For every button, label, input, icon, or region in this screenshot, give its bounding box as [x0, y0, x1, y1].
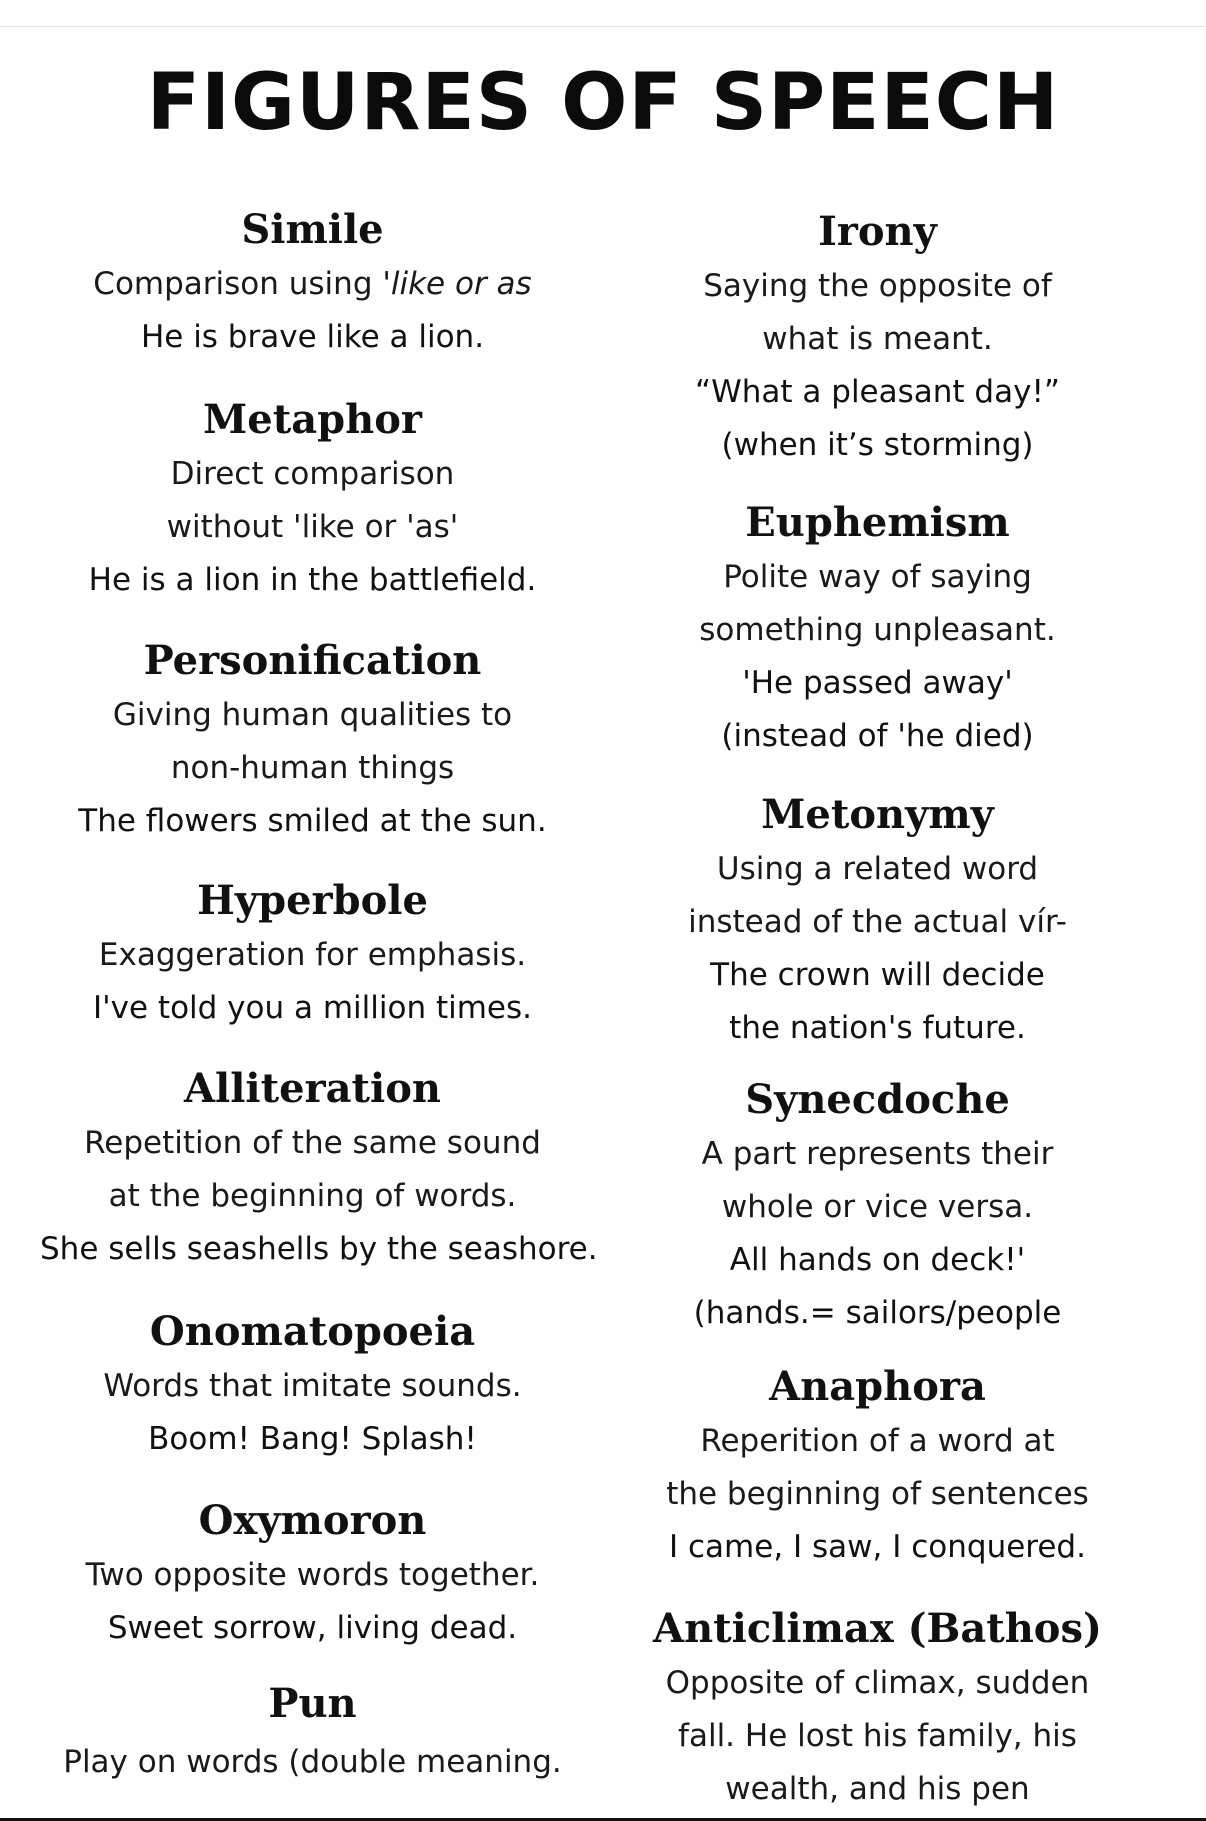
term-heading: Onomatopoeia	[149, 1308, 476, 1355]
page-title: FIGURES OF SPEECH	[146, 58, 1060, 148]
term-heading: Anaphora	[769, 1363, 986, 1410]
definition-line: Giving human qualities to	[112, 697, 513, 733]
definition-line: something unpleasant.	[699, 612, 1056, 648]
definition-line: Words that imitate sounds.	[103, 1368, 522, 1404]
definition-line	[40, 258, 585, 311]
term-heading: Irony	[818, 208, 937, 255]
example-line: All hands on deck!'	[729, 1242, 1026, 1278]
right-column	[620, 0, 1135, 1821]
definition-line: non-human things	[170, 750, 455, 786]
definition-line: Exaggeration for emphasis.	[98, 937, 527, 973]
term-heading: Simile	[241, 206, 384, 253]
entry-irony	[620, 204, 1135, 472]
definition-line: Two opposite words together.	[85, 1557, 540, 1593]
definition-line: instead of the actual vír-	[688, 904, 1067, 940]
example-line: (hands.= sailors/people	[693, 1295, 1062, 1331]
entry-personification	[40, 633, 585, 848]
example-line: I've told you a million times.	[92, 990, 533, 1026]
example-line: The crown will decide	[710, 957, 1045, 993]
term-heading: Personification	[143, 637, 482, 684]
entry-alliteration	[40, 1061, 598, 1276]
example-line: He is a lion in the battlefield.	[88, 562, 537, 598]
example-line: “What a pleasant day!”	[695, 374, 1060, 410]
term-heading: Metonymy	[761, 791, 994, 838]
definition-line: A part represents their	[701, 1136, 1054, 1172]
definition-line: Play on words (double meaning.	[63, 1744, 562, 1780]
definition-text: Comparison using 'like or as	[93, 266, 532, 302]
entry-metonymy	[620, 787, 1135, 1055]
example-line: (when it’s storming)	[721, 427, 1034, 463]
term-heading: Euphemism	[745, 499, 1010, 546]
example-line: She sells seashells by the seashore.	[40, 1231, 598, 1267]
term-heading: Alliteration	[184, 1065, 441, 1112]
term-heading: Hyperbole	[197, 877, 428, 924]
definition-line: the beginning of sentences	[666, 1476, 1089, 1512]
definition-line: Using a related word	[716, 851, 1039, 887]
example-line: Boom! Bang! Splash!	[148, 1421, 477, 1457]
definition-line: without 'like or 'as'	[166, 509, 459, 545]
entry-anticlimax	[620, 1601, 1135, 1816]
example-line: Sweet sorrow, living dead.	[107, 1610, 518, 1646]
definition-line: Repetition of the same sound	[84, 1125, 541, 1161]
entry-oxymoron	[40, 1493, 585, 1655]
entry-synecdoche	[620, 1072, 1135, 1340]
term-heading: Oxymoron	[198, 1497, 427, 1544]
entry-pun	[40, 1676, 585, 1789]
definition-line: Polite way of saying	[723, 559, 1032, 595]
example-line: I came, I saw, I conquered.	[669, 1529, 1086, 1565]
entry-anaphora	[620, 1359, 1135, 1574]
term-heading: Metaphor	[203, 396, 422, 443]
term-heading: Anticlimax (Bathos)	[653, 1605, 1102, 1652]
entry-onomatopoeia	[40, 1304, 585, 1466]
definition-line: what is meant.	[762, 321, 993, 357]
definition-line: Reperition of a word at	[700, 1423, 1055, 1459]
definition-line: Opposite of climax, sudden	[665, 1665, 1090, 1701]
entry-euphemism	[620, 495, 1135, 763]
definition-line: whole or vice versa.	[721, 1189, 1034, 1225]
entry-simile	[40, 202, 585, 364]
definition-line: wealth, and his pen	[725, 1771, 1030, 1807]
entry-hyperbole	[40, 873, 585, 1035]
definition-line: Saying the opposite of	[703, 268, 1052, 304]
left-column	[40, 0, 598, 1821]
definition-line: fall. He lost his family, his	[678, 1718, 1077, 1754]
entry-metaphor	[40, 392, 585, 607]
example-line: 'He passed away'	[742, 665, 1013, 701]
term-heading: Pun	[268, 1680, 357, 1727]
term-heading: Synecdoche	[745, 1076, 1010, 1123]
example-line: The flowers smiled at the sun.	[78, 803, 547, 839]
example-line: He is brave like a lion.	[140, 319, 485, 355]
definition-line: at the beginning of words.	[108, 1178, 517, 1214]
example-line: the nation's future.	[729, 1010, 1026, 1046]
example-line: (instead of 'he died)	[721, 718, 1034, 754]
definition-line: Direct comparison	[170, 456, 455, 492]
